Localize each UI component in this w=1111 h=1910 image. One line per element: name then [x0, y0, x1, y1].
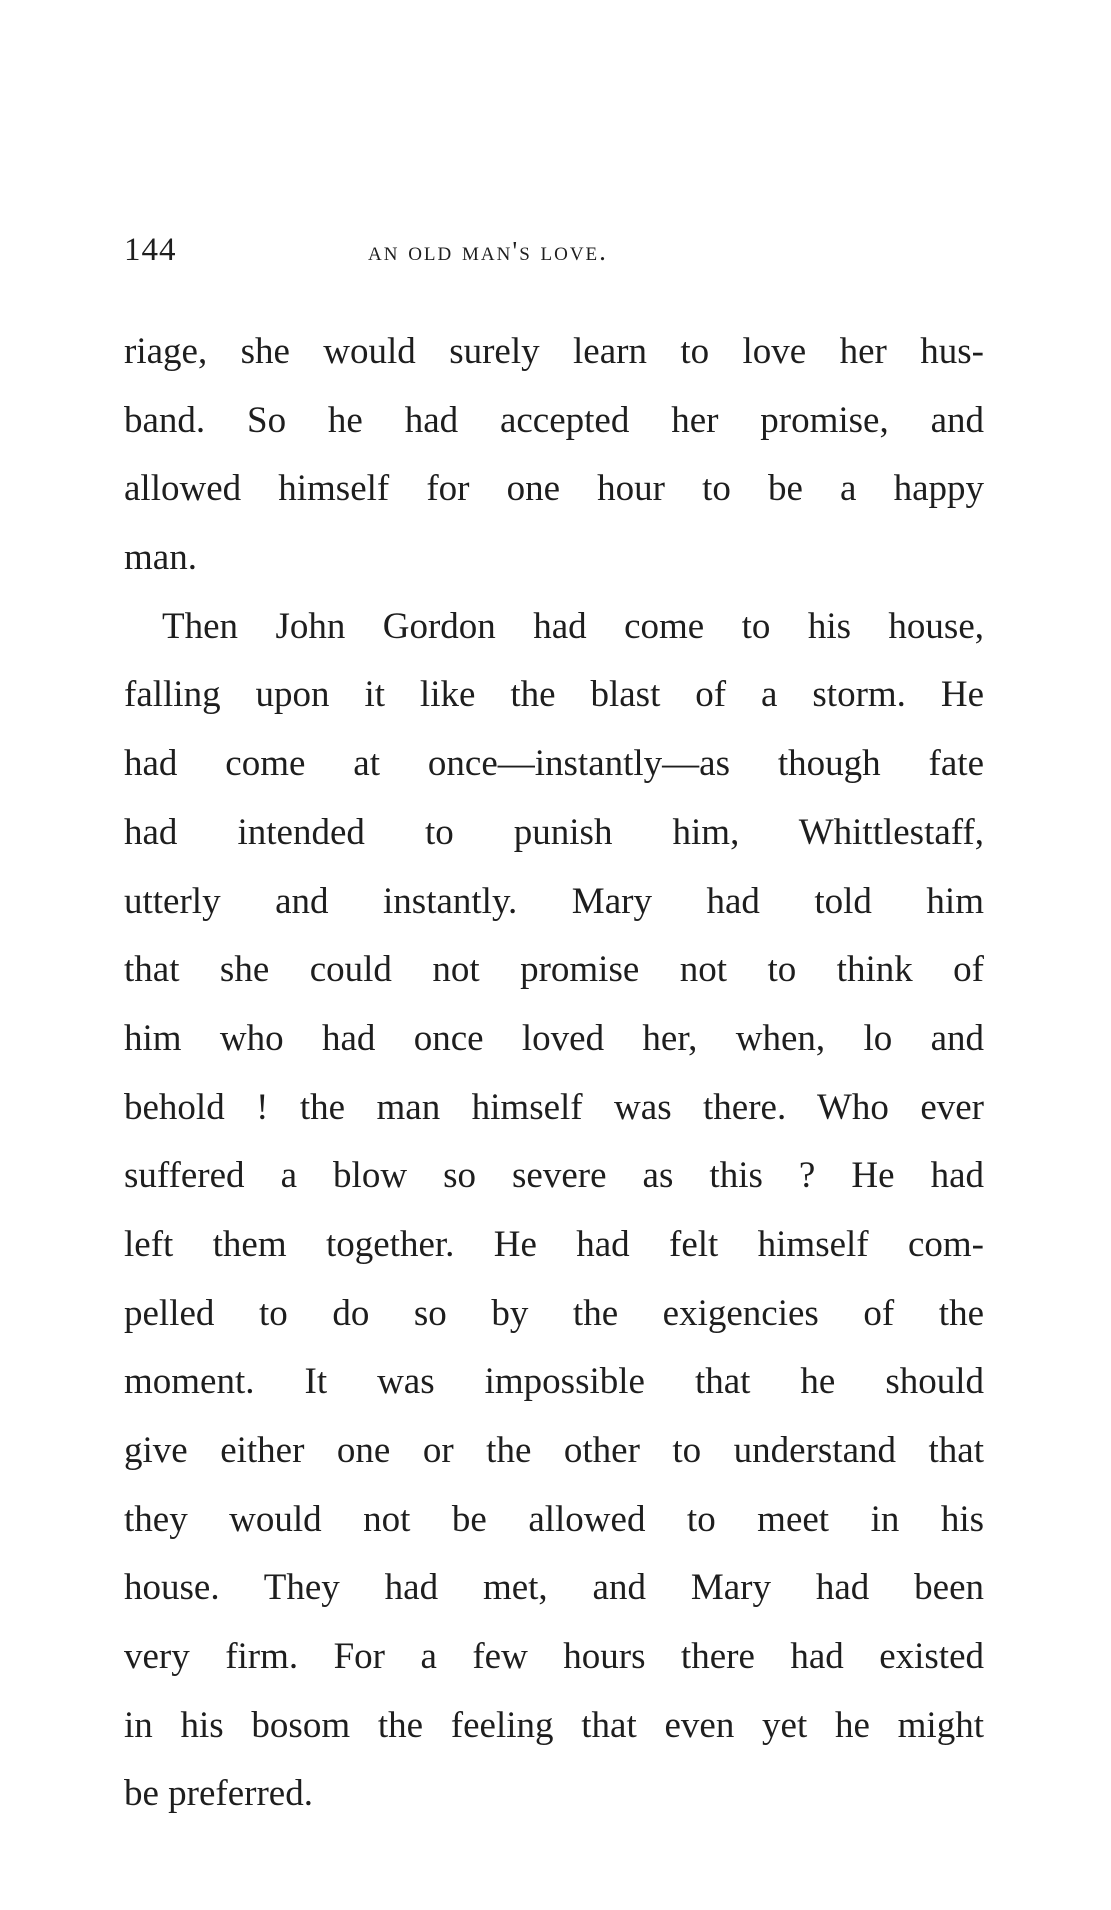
text-line: behold ! the man himself was there. Who ever: [124, 1086, 984, 1128]
text-line: allowed himself for one hour to be a happy: [124, 468, 984, 510]
text-line: suffered a blow so severe as this ? He had: [124, 1155, 984, 1197]
text-line: utterly and instantly. Mary had told him: [124, 880, 984, 922]
text-line: him who had once loved her, when, lo and: [124, 1017, 984, 1059]
text-line: that she could not promise not to think of: [124, 949, 984, 991]
text-line: falling upon it like the blast of a storm. He: [124, 674, 984, 716]
text-line: in his bosom the feeling that even yet he might: [124, 1704, 984, 1746]
text-line: had come at once—instantly—as though fate: [124, 743, 984, 785]
text-line: left them together. He had felt himself com-: [124, 1223, 984, 1265]
text-line: man.: [124, 537, 197, 579]
body-text: [124, 318, 984, 1829]
text-line: they would not be allowed to meet in his: [124, 1498, 984, 1540]
text-line: give either one or the other to understand that: [124, 1430, 984, 1471]
text-line: riage, she would surely learn to love her hus-: [124, 331, 984, 372]
running-head: [124, 232, 984, 272]
text-line: very firm. For a few hours there had existed: [124, 1636, 984, 1678]
running-title: an old man's love.: [368, 236, 608, 266]
text-line: be preferred.: [124, 1773, 313, 1815]
text-line: had intended to punish him, Whittlestaff,: [124, 811, 984, 853]
text-line: moment. It was impossible that he should: [124, 1361, 984, 1403]
text-line: house. They had met, and Mary had been: [124, 1567, 984, 1609]
text-line: band. So he had accepted her promise, and: [124, 399, 984, 441]
paragraph: [124, 318, 984, 593]
text-line: Then John Gordon had come to his house,: [162, 605, 984, 647]
paragraph: [124, 593, 984, 1829]
text-line: pelled to do so by the exigencies of the: [124, 1292, 984, 1334]
page-number: 144: [124, 232, 177, 268]
